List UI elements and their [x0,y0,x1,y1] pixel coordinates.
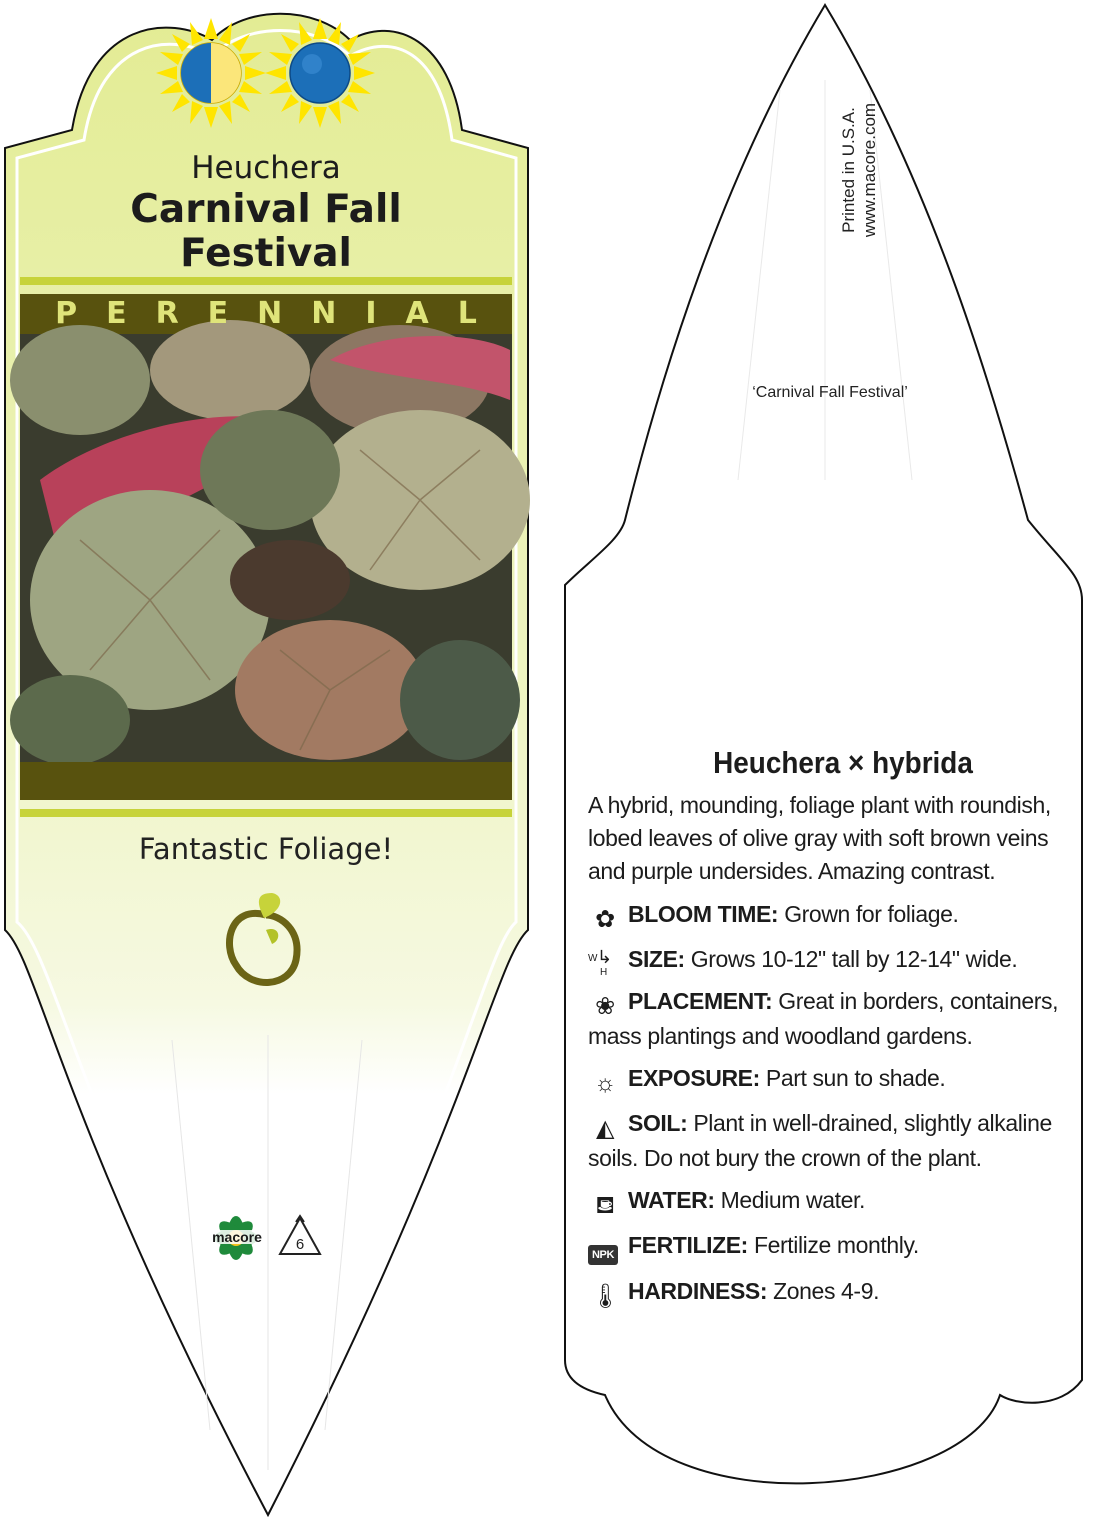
attribute-value: Zones 4-9. [773,1278,880,1304]
attribute-label: HARDINESS: [628,1278,768,1304]
category-label: PERENNIAL [55,296,506,331]
attribute-fertilize [588,1229,1078,1265]
attribute-exposure [588,1062,1078,1097]
shade-icon [265,18,375,128]
attribute-size [588,943,1078,978]
flower-icon: ✿ [595,906,615,933]
size-icon-w: W [588,953,598,964]
attribute-placement [588,985,1078,1052]
attribute-value: Great in borders, containers, mass plantings and woodland gardens. [588,988,1059,1049]
attribute-label: SOIL: [628,1110,688,1136]
size-icon-h: H [600,967,607,978]
watering-can-icon: ⛾ [595,1192,615,1219]
attribute-value: Grown for foliage. [784,901,959,927]
cultivar-line-2: Festival [180,231,352,276]
tagline: Fantastic Foliage! [138,832,394,866]
sun-icon: ☼ [594,1070,616,1097]
photo-bottom-band [20,762,512,800]
attribute-value: Fertilize monthly. [753,1232,919,1258]
attribute-label: PLACEMENT: [628,988,773,1014]
soil-icon: ◭ [595,1115,615,1142]
photo-bottom-line [20,809,512,817]
attribute-label: EXPOSURE: [628,1065,760,1091]
part-sun-icon [156,18,266,128]
attribute-label: SIZE: [628,946,685,972]
printed-line-1: Printed in U.S.A. [839,107,858,233]
macore-logo-text: macore [212,1229,262,1245]
npk-icon: NPK [588,1245,618,1265]
attribute-bloom-time [588,898,1078,933]
placement-icon: ❀ [595,993,615,1020]
attribute-label: BLOOM TIME: [628,901,779,927]
recycle-number: 6 [295,1236,305,1253]
size-icon: W ↳ H [588,946,622,972]
printed-in-usa [838,60,898,280]
website-line: www.macore.com [860,102,879,238]
attribute-label: WATER: [628,1187,715,1213]
attribute-hardiness [588,1275,1078,1310]
back-cultivar-name: ‘Carnival Fall Festival’ [752,384,908,401]
attribute-value: Plant in well-drained, slightly alkaline soils. Do not bury the crown of the plant. [588,1110,1052,1171]
cultivar-line-1: Carnival Fall [130,187,402,232]
thermometer-icon: 🌡 [589,1283,621,1310]
attribute-value: Part sun to shade. [765,1065,946,1091]
attribute-value: Grows 10-12" tall by 12-14" wide. [690,946,1018,972]
attribute-soil [588,1107,1078,1174]
plant-info [588,745,1078,1310]
genus-name: Heuchera [191,150,341,186]
attribute-label: FERTILIZE: [628,1232,748,1258]
attribute-water [588,1184,1078,1219]
title-underline [20,277,512,285]
plant-photo [10,320,530,765]
cultivar-name [20,188,512,276]
botanical-name: Heuchera × hybrida [713,745,973,780]
plant-description: A hybrid, mounding, foliage plant with roundish, lobed leaves of olive gray with soft brown veins and purple undersides. Amazing contrast. [588,792,1051,884]
attribute-value: Medium water. [720,1187,865,1213]
